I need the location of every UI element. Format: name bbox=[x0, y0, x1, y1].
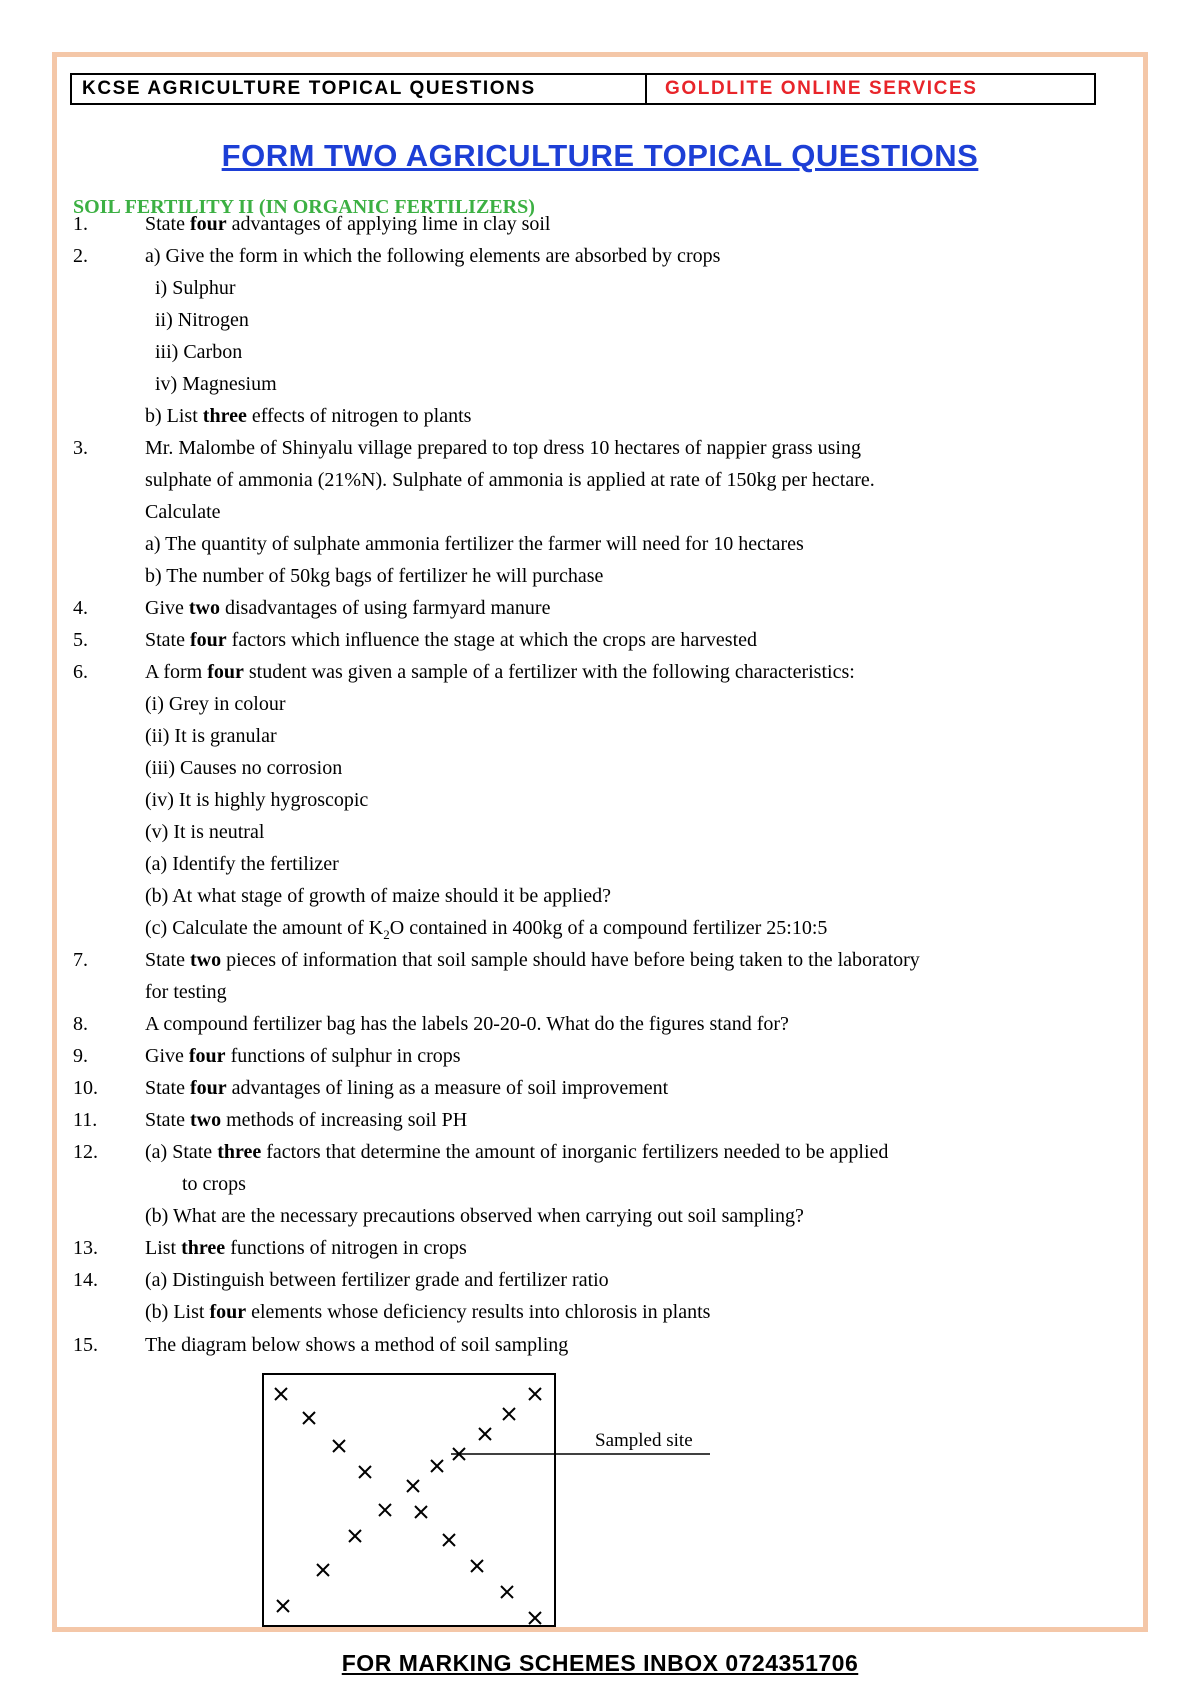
list-item: (v) It is neutral bbox=[145, 821, 265, 843]
sample-mark bbox=[443, 1534, 455, 1546]
sample-mark bbox=[479, 1428, 491, 1440]
question-text: Give two disadvantages of using farmyard manure bbox=[145, 597, 551, 619]
question-text: Calculate bbox=[145, 501, 221, 523]
sample-mark bbox=[359, 1466, 371, 1478]
question-number: 13. bbox=[73, 1237, 98, 1259]
question-number: 1. bbox=[73, 213, 88, 235]
question-part: b) The number of 50kg bags of fertilizer he will purchase bbox=[145, 565, 604, 587]
question-text: State four advantages of lining as a measure of soil improvement bbox=[145, 1077, 669, 1099]
question-part: a) The quantity of sulphate ammonia fertilizer the farmer will need for 10 hectares bbox=[145, 533, 804, 555]
list-item: ii) Nitrogen bbox=[155, 309, 249, 331]
sample-mark bbox=[415, 1506, 427, 1518]
question-number: 2. bbox=[73, 245, 88, 267]
question-number: 15. bbox=[73, 1334, 98, 1356]
soil-sampling-diagram bbox=[255, 1370, 715, 1640]
question-text: The diagram below shows a method of soil sampling bbox=[145, 1334, 569, 1356]
question-number: 3. bbox=[73, 437, 88, 459]
sample-mark bbox=[277, 1600, 289, 1612]
question-number: 10. bbox=[73, 1077, 98, 1099]
question-text: State two methods of increasing soil PH bbox=[145, 1109, 468, 1131]
question-text: State two pieces of information that soil sample should have before being taken to the laboratory bbox=[145, 949, 920, 971]
header-bar bbox=[70, 73, 1096, 105]
question-part: b) List three effects of nitrogen to plants bbox=[145, 405, 472, 427]
question-part: (b) List four elements whose deficiency results into chlorosis in plants bbox=[145, 1301, 711, 1323]
sample-mark bbox=[317, 1564, 329, 1576]
sample-mark bbox=[303, 1412, 315, 1424]
list-item: iv) Magnesium bbox=[155, 373, 277, 395]
page-title: FORM TWO AGRICULTURE TOPICAL QUESTIONS bbox=[221, 138, 979, 173]
sample-mark bbox=[503, 1408, 515, 1420]
question-number: 7. bbox=[73, 949, 88, 971]
sample-mark bbox=[407, 1480, 419, 1492]
question-text: State four factors which influence the stage at which the crops are harvested bbox=[145, 629, 758, 651]
sample-mark bbox=[529, 1388, 541, 1400]
question-number: 14. bbox=[73, 1269, 98, 1291]
question-text: A compound fertilizer bag has the labels 20-20-0. What do the figures stand for? bbox=[145, 1013, 789, 1035]
sample-mark bbox=[529, 1612, 541, 1624]
sampled-site-label: Sampled site bbox=[595, 1430, 693, 1451]
question-text: (a) State three factors that determine the amount of inorganic fertilizers needed to be applied bbox=[145, 1141, 889, 1163]
question-text: to crops bbox=[182, 1173, 246, 1195]
question-text: A form four student was given a sample of a fertilizer with the following characteristics: bbox=[145, 661, 855, 683]
sample-mark bbox=[379, 1504, 391, 1516]
question-text: State four advantages of applying lime in clay soil bbox=[145, 213, 551, 235]
sample-points bbox=[275, 1388, 541, 1624]
sample-mark bbox=[471, 1560, 483, 1572]
list-item: (i) Grey in colour bbox=[145, 693, 286, 715]
question-text: for testing bbox=[145, 981, 227, 1003]
list-item: (ii) It is granular bbox=[145, 725, 277, 747]
question-number: 9. bbox=[73, 1045, 88, 1067]
question-number: 12. bbox=[73, 1141, 98, 1163]
sample-mark bbox=[501, 1586, 513, 1598]
sample-mark bbox=[349, 1530, 361, 1542]
question-part: (b) What are the necessary precautions observed when carrying out soil sampling? bbox=[145, 1205, 804, 1227]
question-text: (a) Distinguish between fertilizer grade and fertilizer ratio bbox=[145, 1269, 609, 1291]
question-number: 6. bbox=[73, 661, 88, 683]
sample-mark bbox=[431, 1460, 443, 1472]
question-text: sulphate of ammonia (21%N). Sulphate of ammonia is applied at rate of 150kg per hectare. bbox=[145, 469, 875, 491]
question-part: (a) Identify the fertilizer bbox=[145, 853, 339, 875]
section-heading: SOIL FERTILITY II (IN ORGANIC FERTILIZERS) bbox=[73, 196, 535, 218]
question-part: (b) At what stage of growth of maize should it be applied? bbox=[145, 885, 611, 907]
question-number: 11. bbox=[73, 1109, 98, 1131]
list-item: (iii) Causes no corrosion bbox=[145, 757, 343, 779]
question-number: 8. bbox=[73, 1013, 88, 1035]
question-number: 5. bbox=[73, 629, 88, 651]
question-text: Give four functions of sulphur in crops bbox=[145, 1045, 461, 1067]
question-text: a) Give the form in which the following elements are absorbed by crops bbox=[145, 245, 721, 267]
question-text: List three functions of nitrogen in crops bbox=[145, 1237, 467, 1259]
list-item: (iv) It is highly hygroscopic bbox=[145, 789, 369, 811]
question-part: (c) Calculate the amount of $K_2O$ contained in 400kg of a compound fertilizer 25:10:5 bbox=[145, 917, 828, 942]
list-item: iii) Carbon bbox=[155, 341, 243, 363]
question-number: 4. bbox=[73, 597, 88, 619]
question-text: Mr. Malombe of Shinyalu village prepared to top dress 10 hectares of nappier grass using bbox=[145, 437, 861, 459]
header-right: GOLDLITE ONLINE SERVICES bbox=[665, 78, 978, 99]
list-item: i) Sulphur bbox=[155, 277, 236, 299]
sample-mark bbox=[333, 1440, 345, 1452]
sample-mark bbox=[275, 1388, 287, 1400]
footer: FOR MARKING SCHEMES INBOX 0724351706 bbox=[341, 1650, 859, 1676]
header-left: KCSE AGRICULTURE TOPICAL QUESTIONS bbox=[72, 75, 647, 103]
